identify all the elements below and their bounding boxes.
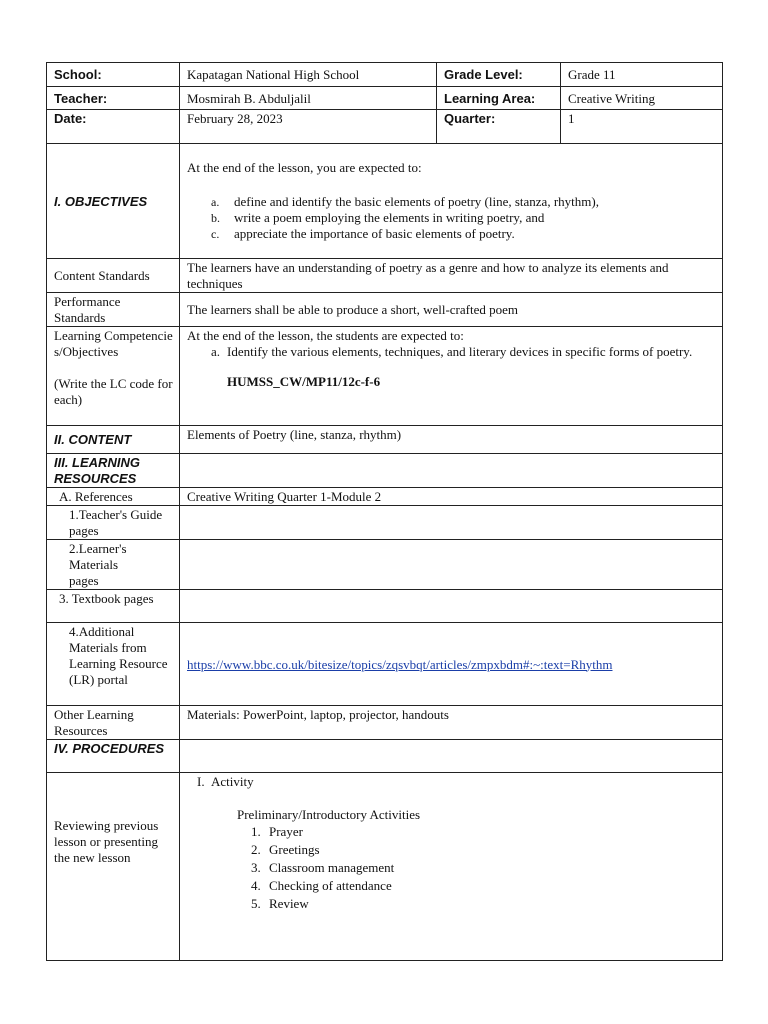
learners-materials-row (47, 540, 723, 590)
teachers-guide-value (180, 506, 723, 540)
competencies-label: Learning Competencies/Objectives (54, 328, 173, 359)
step-item: 1. Prayer (251, 824, 303, 839)
reviewing-label: Reviewing previous lesson or presenting the new lesson (47, 773, 180, 961)
step-item: 5. Review (251, 896, 309, 911)
procedures-value (180, 740, 723, 773)
grade-level-value: Grade 11 (561, 63, 723, 87)
bbc-bitesize-link[interactable]: https://www.bbc.co.uk/bitesize/topics/zqsvbqt/articles/zmpxbdm#:~:text=Rhythm (187, 656, 613, 672)
objectives-list (187, 194, 716, 242)
competency-item: a. Identify the various elements, techniques, and literary devices in specific forms of poetry. (211, 344, 693, 359)
objectives-content (180, 144, 723, 259)
lc-code-note: (Write the LC code for each) (54, 376, 173, 407)
quarter-label: Quarter: (437, 110, 561, 144)
reviewing-content (180, 773, 723, 961)
content-value: Elements of Poetry (line, stanza, rhythm) (180, 426, 723, 454)
date-label: Date: (47, 110, 180, 144)
teacher-label: Teacher: (47, 87, 180, 110)
date-row (47, 110, 723, 144)
lc-code: HUMSS_CW/MP11/12c-f-6 (227, 374, 381, 389)
references-value: Creative Writing Quarter 1-Module 2 (180, 488, 723, 506)
teacher-value: Mosmirah B. Abduljalil (180, 87, 437, 110)
competencies-content (180, 327, 723, 426)
lesson-plan-page (46, 62, 722, 961)
learning-area-value: Creative Writing (561, 87, 723, 110)
teachers-guide-label: 1.Teacher's Guide pages (47, 506, 180, 540)
content-standards-row (47, 259, 723, 293)
learning-resources-row (47, 454, 723, 488)
objectives-row (47, 144, 723, 259)
textbook-row (47, 590, 723, 623)
content-label: II. CONTENT (47, 426, 180, 454)
teachers-guide-row (47, 506, 723, 540)
performance-standards-label: Performance Standards (47, 293, 180, 327)
lesson-plan-table (46, 62, 723, 961)
additional-materials-value (180, 623, 723, 706)
additional-materials-row (47, 623, 723, 706)
content-standards-value: The learners have an understanding of poetry as a genre and how to analyze its elements and techniques (180, 259, 723, 293)
preliminary-steps (187, 823, 716, 913)
content-row (47, 426, 723, 454)
school-row (47, 63, 723, 87)
quarter-value: 1 (561, 110, 723, 144)
objectives-intro: At the end of the lesson, you are expected to: (187, 160, 422, 175)
textbook-label: 3. Textbook pages (47, 590, 180, 623)
content-standards-label: Content Standards (47, 259, 180, 293)
performance-standards-value: The learners shall be able to produce a short, well-crafted poem (180, 293, 723, 327)
additional-materials-label: 4.Additional Materials from Learning Resource (LR) portal (47, 623, 180, 706)
learning-resources-value (180, 454, 723, 488)
school-value: Kapatagan National High School (180, 63, 437, 87)
step-item: 2. Greetings (251, 842, 320, 857)
procedures-row (47, 740, 723, 773)
objectives-label: I. OBJECTIVES (47, 144, 180, 259)
learners-materials-label: 2.Learner's Materials pages (47, 540, 180, 590)
objective-item: a. define and identify the basic elements of poetry (line, stanza, rhythm), (211, 194, 599, 209)
other-resources-label: Other Learning Resources (47, 706, 180, 740)
school-label: School: (47, 63, 180, 87)
objective-item: c. appreciate the importance of basic elements of poetry. (211, 226, 515, 241)
teacher-row (47, 87, 723, 110)
textbook-value (180, 590, 723, 623)
learning-area-label: Learning Area: (437, 87, 561, 110)
date-value: February 28, 2023 (180, 110, 437, 144)
competencies-intro: At the end of the lesson, the students are expected to: (187, 328, 464, 343)
learning-resources-label: III. LEARNING RESOURCES (47, 454, 180, 488)
other-resources-value: Materials: PowerPoint, laptop, projector, handouts (180, 706, 723, 740)
step-item: 3. Classroom management (251, 860, 395, 875)
procedures-label: IV. PROCEDURES (47, 740, 180, 773)
references-label: A. References (47, 488, 180, 506)
activity-heading: I. Activity (197, 774, 254, 789)
competencies-row (47, 327, 723, 426)
performance-standards-row (47, 293, 723, 327)
grade-level-label: Grade Level: (437, 63, 561, 87)
learners-materials-value (180, 540, 723, 590)
references-row (47, 488, 723, 506)
preliminary-title: Preliminary/Introductory Activities (237, 807, 421, 822)
competencies-label-cell (47, 327, 180, 426)
step-item: 4. Checking of attendance (251, 878, 392, 893)
objective-item: b. write a poem employing the elements in writing poetry, and (211, 210, 545, 225)
other-resources-row (47, 706, 723, 740)
reviewing-row (47, 773, 723, 961)
